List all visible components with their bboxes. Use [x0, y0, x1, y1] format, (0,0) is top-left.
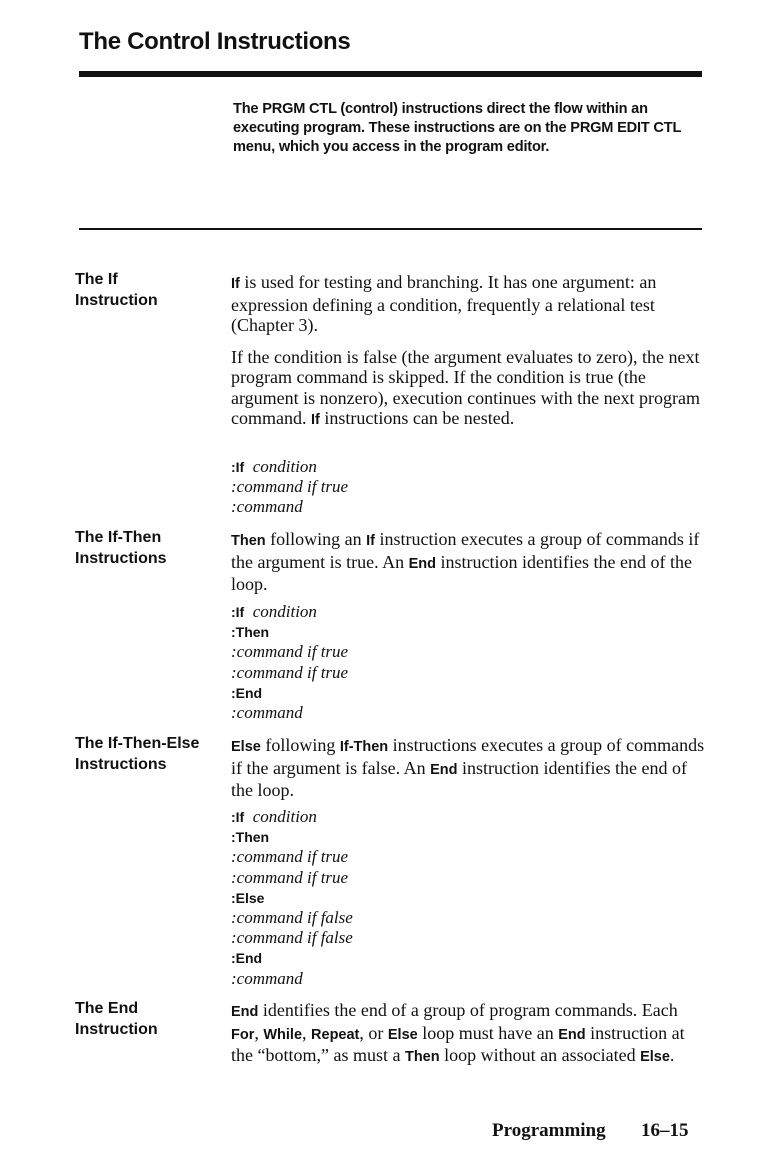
page-title: The Control Instructions: [79, 28, 351, 55]
end-description: End identifies the end of a group of program commands. Each For, While, Repeat, or Else loop must have an End instruction at the “bottom,” as must a Then loop without an associated Else.: [231, 1000, 685, 1065]
footer-page-number: 16–15: [641, 1120, 689, 1141]
keyword-if: If: [366, 533, 375, 549]
if-then-else-code-example: [231, 807, 353, 989]
if-then-code-example: [231, 602, 348, 723]
keyword-end: End: [408, 555, 437, 572]
if-then-else-description: Else following If-Then instructions executes a group of commands if the argument is false. An End instruction identifies the end of the loop.: [231, 735, 705, 800]
code-line: :If condition: [231, 602, 317, 621]
heading-if-then-else-instructions: The If-Then-Else Instructions: [75, 735, 200, 773]
code-line: :End: [231, 684, 263, 701]
intro-paragraph: The PRGM CTL (control) instructions direct the flow within an executing program. These instructions are on the PRGM EDIT CTL menu, which you access in the program editor.: [233, 101, 681, 155]
keyword-then: Then: [404, 1049, 440, 1065]
code-line: :Then: [231, 624, 270, 641]
code-line: :command if true: [231, 662, 349, 682]
keyword-repeat: Repeat: [311, 1026, 360, 1043]
code-line: :command if false: [231, 908, 353, 928]
code-line: :command: [231, 497, 303, 517]
section-divider: [79, 228, 702, 230]
keyword-then: Then: [231, 533, 266, 549]
code-line: :Else: [231, 889, 265, 906]
code-line: :End: [231, 950, 263, 967]
code-line: :command if true: [231, 847, 349, 867]
if-code-example: [231, 457, 348, 518]
keyword-while: While: [263, 1026, 303, 1043]
if-paragraph-1: If is used for testing and branching. It has one argument: an expression defining a condition, frequently a relational test (Chapter 3).: [231, 272, 657, 335]
if-then-description: Then following an If instruction executes a group of commands if the argument is true. An End instruction identifies the end of the loop.: [231, 529, 700, 594]
code-line: :If condition: [231, 807, 317, 826]
keyword-else: Else: [387, 1026, 418, 1043]
code-line: :command if false: [231, 928, 353, 948]
code-line: :If condition: [231, 457, 317, 476]
footer-section-name: Programming: [492, 1120, 606, 1141]
keyword-else: Else: [640, 1049, 670, 1065]
heading-end-instruction: The End Instruction: [75, 1000, 158, 1038]
keyword-end: End: [231, 1004, 259, 1020]
keyword-end: End: [558, 1026, 586, 1043]
code-line: :command if true: [231, 477, 349, 497]
if-paragraph-2: If the condition is false (the argument evaluates to zero), the next program command is skipped. If the condition is true (the argument is nonzero), execution continues with the next program command. If instructions can be nested.: [231, 346, 701, 428]
code-line: :command if true: [231, 867, 349, 887]
heading-if-then-instructions: The If-Then Instructions: [75, 529, 167, 567]
if-description: [231, 272, 706, 442]
code-line: :Then: [231, 829, 270, 846]
code-line: :command if true: [231, 642, 349, 662]
heading-if-instruction: The If Instruction: [75, 271, 158, 309]
code-line: :command: [231, 968, 303, 988]
title-rule: [79, 71, 702, 77]
keyword-if-then: If-Then: [339, 739, 389, 755]
keyword-if: If: [231, 276, 240, 292]
keyword-end: End: [430, 761, 458, 778]
keyword-if: If: [310, 412, 320, 428]
code-line: :command: [231, 703, 303, 723]
keyword-else: Else: [231, 739, 261, 755]
keyword-for: For: [231, 1026, 255, 1043]
